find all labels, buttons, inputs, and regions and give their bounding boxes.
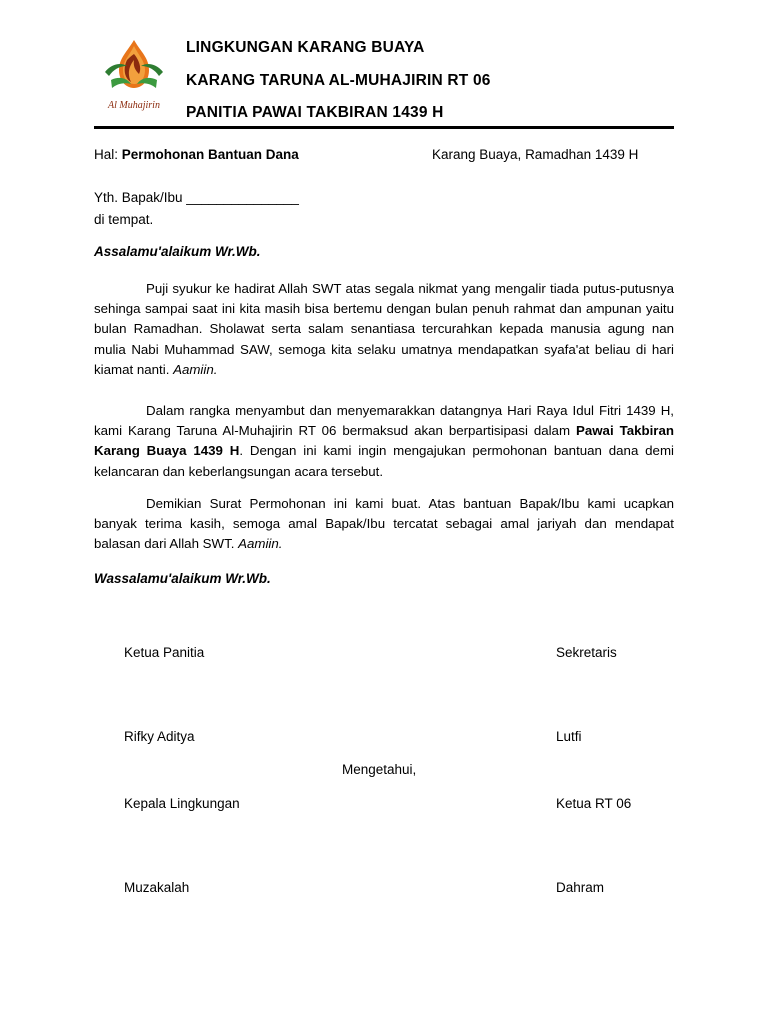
addressee-line-2: di tempat. bbox=[94, 211, 154, 227]
signature-name-kepala-lingkungan: Muzakalah bbox=[124, 880, 190, 895]
letterhead-line-1: LINGKUNGAN KARANG BUAYA bbox=[186, 39, 425, 56]
signature-title-sekretaris: Sekretaris bbox=[556, 645, 617, 660]
subject-row bbox=[94, 147, 674, 163]
subject-label: Hal: bbox=[94, 147, 122, 162]
letterhead-line-2: KARANG TARUNA AL-MUHAJIRIN RT 06 bbox=[186, 71, 491, 89]
paragraph-2-event-name: Pawai Takbiran Karang Buaya 1439 H bbox=[94, 423, 675, 459]
logo-caption: Al Muhajirin bbox=[108, 100, 160, 111]
signature-title-ketua-rt: Ketua RT 06 bbox=[556, 796, 632, 811]
letterhead-text bbox=[174, 34, 674, 121]
signature-name-ketua-rt: Dahram bbox=[556, 880, 605, 895]
paragraph-1-aamiin: Aamiin. bbox=[173, 361, 218, 377]
closing-text: Wassalamu'alaikum Wr.Wb. bbox=[94, 571, 271, 586]
signature-mengetahui-label: Mengetahui, bbox=[342, 762, 417, 777]
letterhead-line-3: PANITIA PAWAI TAKBIRAN 1439 H bbox=[186, 104, 444, 121]
subject-block bbox=[94, 147, 299, 163]
addressee-block bbox=[94, 188, 299, 229]
place-date: Karang Buaya, Ramadhan 1439 H bbox=[432, 147, 639, 162]
paragraph-2 bbox=[94, 401, 674, 482]
paragraph-2-text-a: Dalam rangka menyambut dan menyemarakkan datangnya Hari Raya Idul Fitri 1439 H, kami Karang Taruna Al-Muhajirin RT 06 bermaksud akan berpartisipasi dalam bbox=[94, 403, 674, 439]
signature-title-kepala-lingkungan: Kepala Lingkungan bbox=[124, 796, 240, 811]
paragraph-3 bbox=[94, 494, 674, 555]
subject-value: Permohonan Bantuan Dana bbox=[121, 147, 299, 162]
paragraph-1-text: Puji syukur ke hadirat Allah SWT atas segala nikmat yang mengalir tiada putus-putusnya sehinga sampai saat ini kita masih bisa bertemu dengan bulan penuh rahmat dan ampunan yaitu bulan Ramadhan. Sholawat serta salam senantiasa tercurahkan kepada manusia agung nan mulia Nabi Muhammad SAW, semoga kita selaku umatnya mendapatkan syafa'at beliau di hari kiamat nanti. bbox=[94, 281, 674, 377]
signature-name-sekretaris: Lutfi bbox=[556, 729, 582, 744]
paragraph-1 bbox=[94, 279, 674, 380]
al-muhajirin-logo-icon bbox=[94, 34, 174, 120]
greeting-text: Assalamu'alaikum Wr.Wb. bbox=[94, 244, 261, 259]
paragraph-2-text-b: . Dengan ini kami ingin mengajukan permohonan bantuan dana demi kelancaran dan keberlangsungan acara tersebut. bbox=[94, 443, 674, 479]
paragraph-3-aamiin: Aamiin. bbox=[238, 536, 283, 552]
letterhead bbox=[94, 34, 674, 121]
addressee-line-1: Yth. Bapak/Ibu _______________ bbox=[94, 190, 299, 205]
signature-title-ketua-panitia: Ketua Panitia bbox=[124, 645, 205, 660]
header-divider bbox=[94, 126, 674, 129]
paragraph-3-text: Demikian Surat Permohonan ini kami buat. Atas bantuan Bapak/Ibu kami ucapkan banyak terima kasih, semoga amal Bapak/Ibu tercatat sebagai amal jariyah dan mendapat balasan dari Allah SWT. bbox=[94, 496, 674, 552]
signature-name-ketua-panitia: Rifky Aditya bbox=[124, 729, 195, 744]
